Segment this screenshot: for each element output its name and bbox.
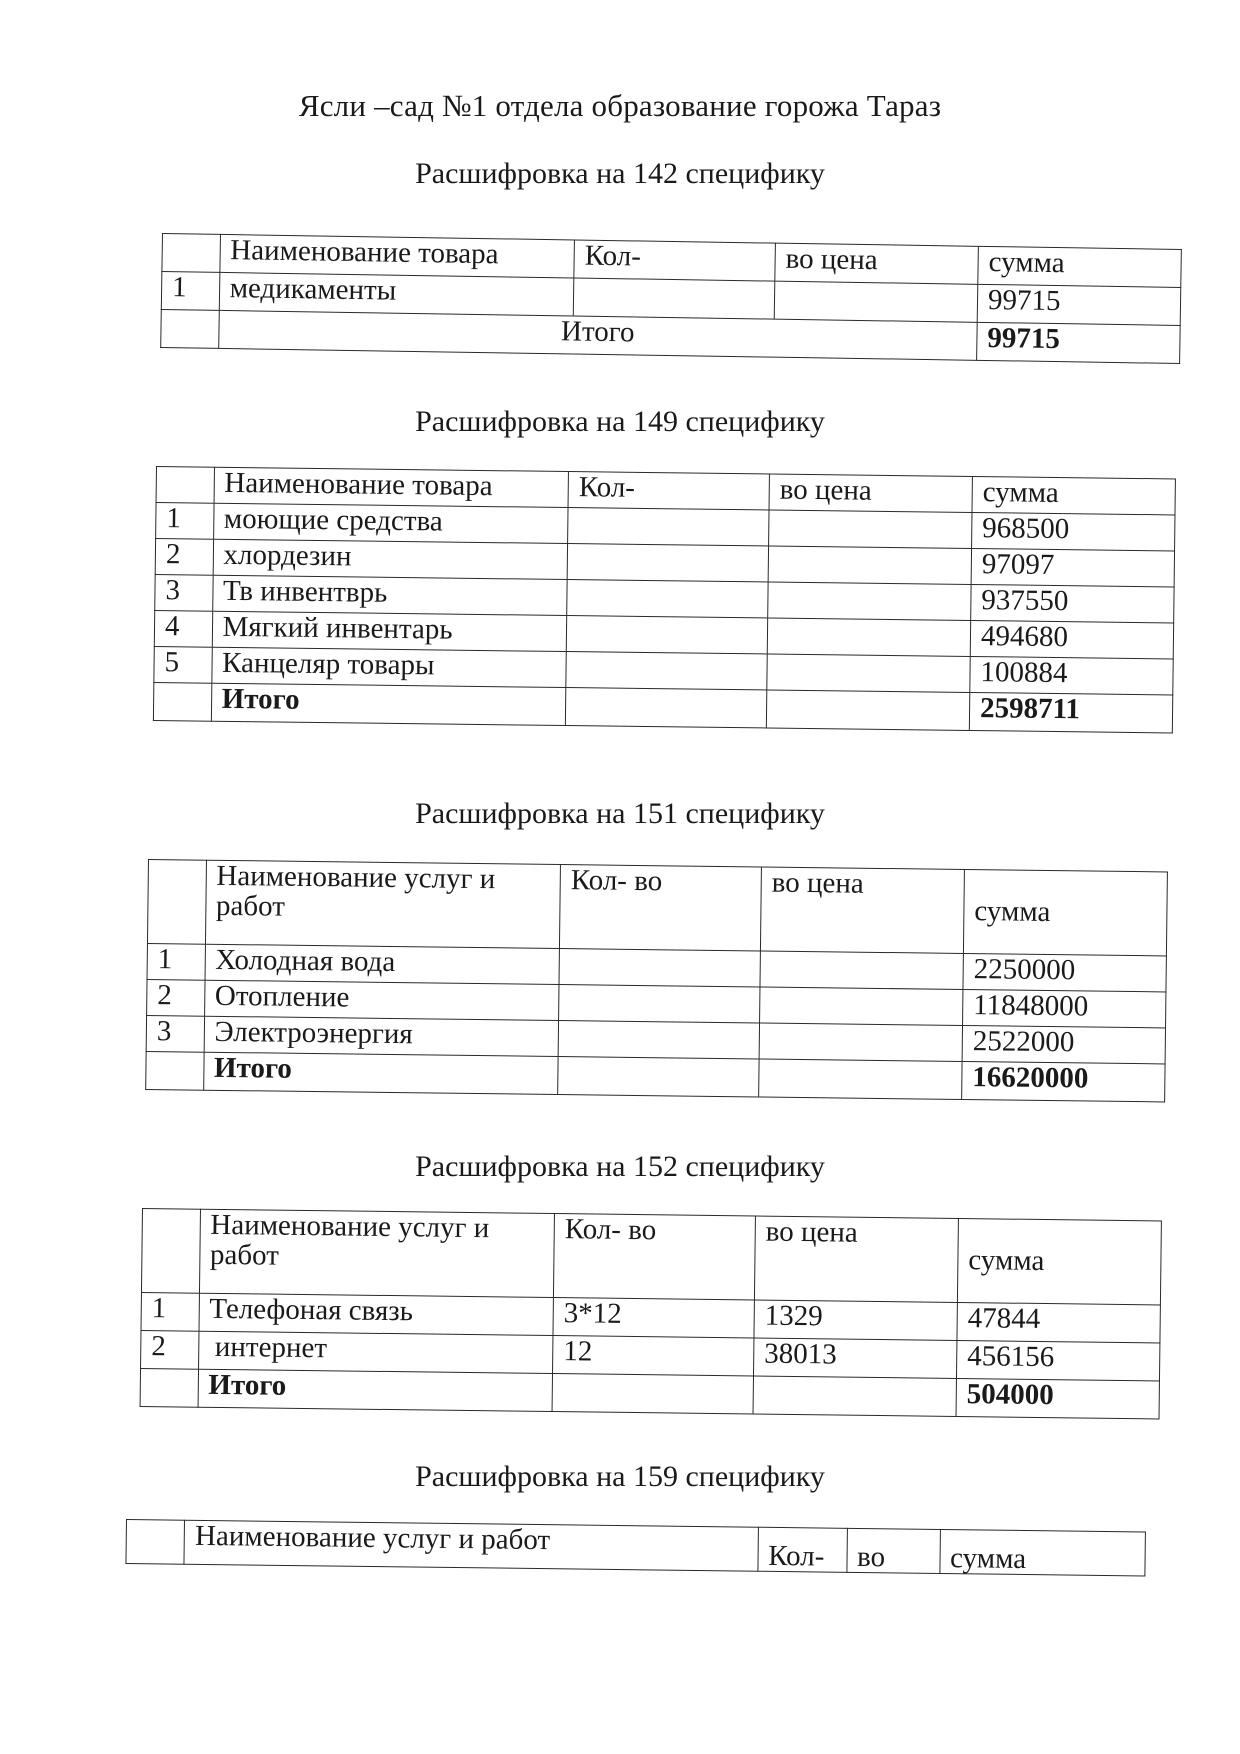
row-sum: 11848000 bbox=[963, 989, 1166, 1027]
row-no: 1 bbox=[156, 503, 214, 540]
row-name: Канцеляр товары bbox=[211, 647, 566, 687]
header-price: во bbox=[846, 1528, 940, 1573]
row-price bbox=[767, 654, 970, 692]
row-name: Холодная вода bbox=[205, 944, 560, 984]
row-sum: 47844 bbox=[957, 1302, 1160, 1342]
row-no: 2 bbox=[155, 539, 213, 576]
total-label: Итого bbox=[198, 1369, 553, 1411]
total-sum: 16620000 bbox=[962, 1061, 1165, 1101]
section-title-151: Расшифровка на 151 специфику bbox=[415, 797, 825, 830]
row-price bbox=[759, 1023, 962, 1061]
table-152 bbox=[140, 1208, 1162, 1419]
row-qty bbox=[558, 1021, 759, 1059]
table-header-row bbox=[147, 860, 1167, 956]
header-no-cell bbox=[156, 467, 214, 504]
total-qty bbox=[565, 688, 766, 728]
total-sum: 2598711 bbox=[969, 692, 1172, 732]
header-sum: сумма bbox=[978, 246, 1182, 287]
table-142 bbox=[160, 233, 1182, 364]
header-price: во цена bbox=[775, 243, 979, 284]
row-sum: 456156 bbox=[956, 1340, 1159, 1380]
row-price bbox=[768, 582, 971, 620]
total-sum: 504000 bbox=[956, 1378, 1159, 1418]
total-label: Итого bbox=[218, 310, 977, 360]
header-sum: сумма bbox=[939, 1529, 1145, 1576]
header-price: во цена bbox=[769, 474, 972, 512]
row-no: 2 bbox=[147, 979, 205, 1016]
header-qty: Кол- во bbox=[559, 865, 761, 951]
section-title-142: Расшифровка на 142 специфику bbox=[415, 157, 825, 190]
row-price bbox=[769, 510, 972, 548]
row-qty bbox=[567, 580, 768, 618]
row-sum: 494680 bbox=[970, 620, 1173, 658]
header-sum: сумма bbox=[963, 869, 1167, 955]
row-qty bbox=[566, 616, 767, 654]
row-no: 1 bbox=[161, 272, 219, 311]
total-price bbox=[753, 1376, 956, 1416]
table-151 bbox=[145, 859, 1168, 1102]
row-no: 4 bbox=[154, 610, 212, 647]
row-qty: 3*12 bbox=[553, 1298, 754, 1338]
row-sum: 97097 bbox=[971, 548, 1174, 586]
row-qty bbox=[566, 652, 767, 690]
section-title-159: Расшифровка на 159 специфику bbox=[415, 1460, 825, 1493]
row-qty bbox=[567, 544, 768, 582]
header-name: Наименование товара bbox=[214, 467, 569, 507]
section-title-149: Расшифровка на 149 специфику bbox=[415, 405, 825, 438]
row-sum: 2522000 bbox=[962, 1025, 1165, 1063]
row-no: 3 bbox=[155, 574, 213, 611]
header-no-cell bbox=[141, 1209, 200, 1294]
total-no-cell bbox=[161, 309, 219, 348]
row-sum: 937550 bbox=[971, 584, 1174, 622]
row-qty bbox=[573, 278, 775, 319]
header-qty: Кол- bbox=[574, 240, 776, 281]
row-price: 38013 bbox=[753, 1338, 956, 1378]
header-qty: Кол- во bbox=[553, 1214, 755, 1300]
row-no: 5 bbox=[154, 646, 212, 683]
row-qty: 12 bbox=[553, 1336, 754, 1376]
row-price: 1329 bbox=[754, 1300, 957, 1340]
total-qty bbox=[558, 1057, 759, 1097]
header-name: Наименование товара bbox=[219, 234, 574, 278]
row-sum: 968500 bbox=[972, 512, 1175, 550]
row-name: медикаменты bbox=[219, 272, 574, 316]
header-price: во цена bbox=[760, 867, 964, 953]
row-name: Отопление bbox=[204, 980, 559, 1020]
row-qty bbox=[559, 949, 760, 987]
total-sum: 99715 bbox=[977, 322, 1181, 363]
row-no: 3 bbox=[146, 1015, 204, 1052]
table-header-row bbox=[141, 1209, 1161, 1305]
row-name: интернет bbox=[198, 1331, 553, 1373]
row-no: 1 bbox=[147, 943, 205, 980]
row-price bbox=[774, 281, 978, 322]
header-name: Наименование услуг и работ bbox=[184, 1520, 758, 1571]
row-name: Телефоная связь bbox=[199, 1293, 554, 1335]
row-price bbox=[760, 951, 963, 989]
row-name: Тв инвентврь bbox=[212, 575, 567, 615]
row-sum: 99715 bbox=[977, 284, 1181, 325]
header-sum: сумма bbox=[972, 476, 1175, 514]
row-price bbox=[768, 546, 971, 584]
header-price: во цена bbox=[754, 1216, 958, 1302]
row-qty bbox=[559, 985, 760, 1023]
row-price bbox=[760, 987, 963, 1025]
section-title-152: Расшифровка на 152 специфику bbox=[415, 1150, 825, 1183]
row-no: 2 bbox=[141, 1330, 199, 1369]
total-qty bbox=[552, 1374, 753, 1414]
total-label: Итого bbox=[203, 1052, 558, 1094]
table-159 bbox=[125, 1519, 1145, 1576]
table-149 bbox=[153, 466, 1176, 733]
row-sum: 100884 bbox=[970, 656, 1173, 694]
row-name: Мягкий инвентарь bbox=[212, 611, 567, 651]
row-sum: 2250000 bbox=[963, 953, 1166, 991]
total-label: Итого bbox=[211, 683, 566, 725]
total-price bbox=[759, 1059, 962, 1099]
header-name: Наименование услуг и работ bbox=[205, 860, 560, 948]
total-no-cell bbox=[153, 682, 211, 721]
total-no-cell bbox=[140, 1368, 198, 1407]
row-name: моющие средства bbox=[213, 503, 568, 543]
header-no-cell bbox=[126, 1520, 185, 1565]
document-title: Ясли –сад №1 отдела образование горожа Тараз bbox=[298, 88, 942, 123]
total-no-cell bbox=[146, 1051, 204, 1090]
header-qty: Кол- bbox=[758, 1527, 847, 1572]
row-name: Электроэнергия bbox=[204, 1016, 559, 1056]
header-name: Наименование услуг и работ bbox=[199, 1209, 554, 1297]
row-price bbox=[767, 618, 970, 656]
header-sum: сумма bbox=[957, 1218, 1161, 1304]
total-price bbox=[766, 690, 969, 730]
row-no: 1 bbox=[141, 1292, 199, 1331]
row-qty bbox=[568, 508, 769, 546]
header-qty: Кол- bbox=[568, 472, 769, 510]
header-no-cell bbox=[162, 234, 220, 273]
table-header-row bbox=[126, 1520, 1145, 1576]
row-name: хлордезин bbox=[213, 539, 568, 579]
header-no-cell bbox=[147, 860, 206, 945]
